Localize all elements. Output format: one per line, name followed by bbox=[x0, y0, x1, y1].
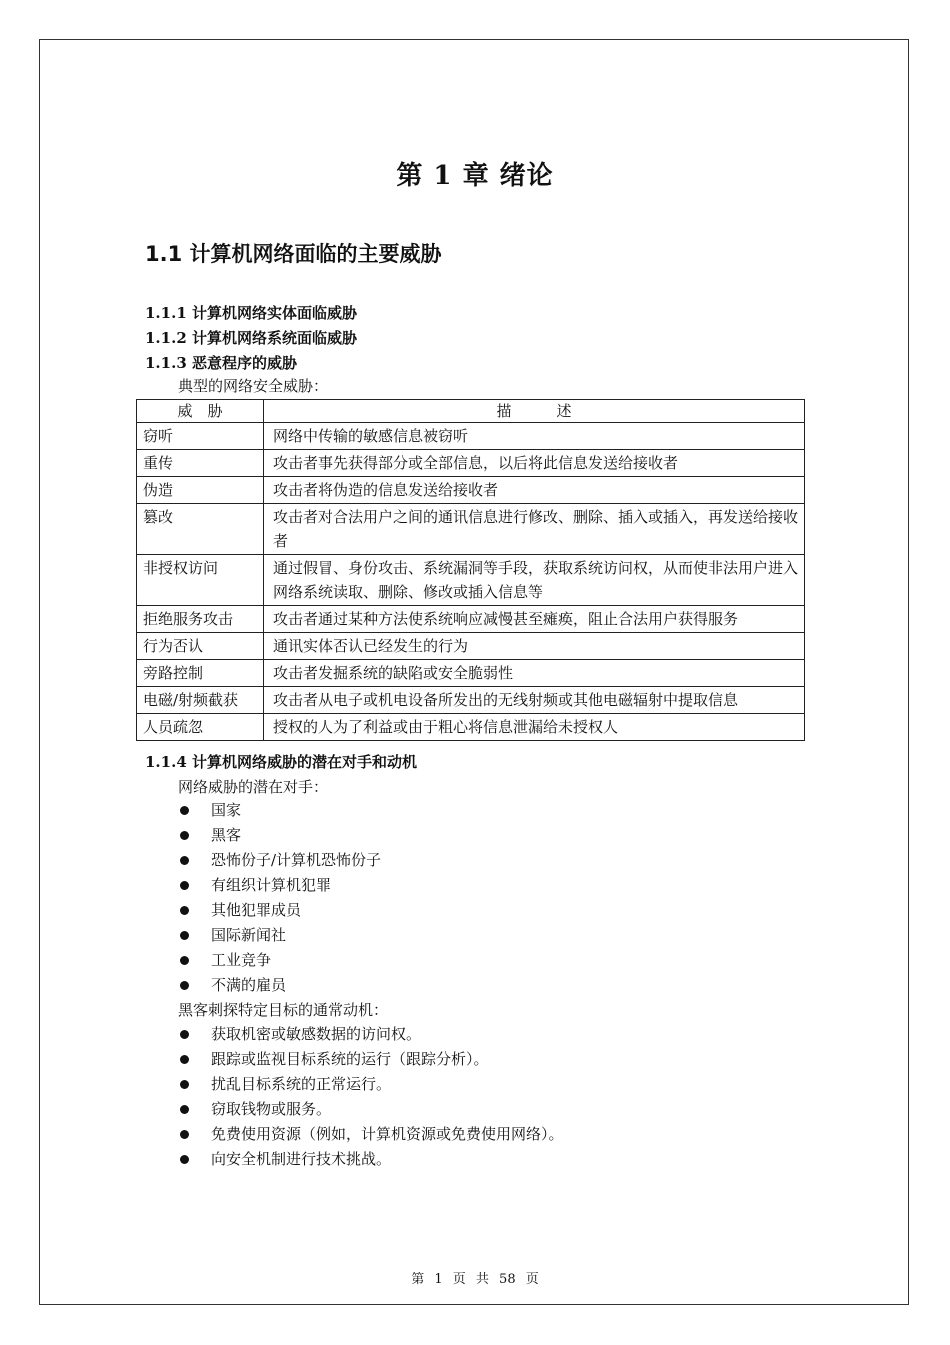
table-row bbox=[137, 714, 805, 741]
threat-name: 重传 bbox=[137, 450, 264, 477]
threat-description: 通过假冒、身份攻击、系统漏洞等手段，获取系统访问权，从而使非法用户进入网络系统读取、删除、修改或插入信息等 bbox=[264, 555, 805, 606]
list-item bbox=[178, 1097, 564, 1122]
bullet-icon bbox=[180, 881, 189, 890]
list-item bbox=[178, 1147, 564, 1172]
motives-intro: 黑客刺探特定目标的通常动机： bbox=[178, 1001, 389, 1019]
list-item-text: 免费使用资源（例如，计算机资源或免费使用网络）。 bbox=[211, 1125, 564, 1143]
list-item bbox=[178, 848, 381, 873]
subsection-1-1-2: 1.1.2 计算机网络系统面临威胁 bbox=[145, 329, 357, 347]
table-row bbox=[137, 660, 805, 687]
bullet-icon bbox=[180, 906, 189, 915]
bullet-icon bbox=[180, 956, 189, 965]
list-item bbox=[178, 1022, 564, 1047]
list-item-text: 有组织计算机犯罪 bbox=[211, 876, 332, 894]
threat-description: 攻击者事先获得部分或全部信息，以后将此信息发送给接收者 bbox=[264, 450, 805, 477]
table-row bbox=[137, 606, 805, 633]
threat-name: 窃听 bbox=[137, 423, 264, 450]
list-item-text: 扰乱目标系统的正常运行。 bbox=[211, 1075, 392, 1093]
threat-description: 网络中传输的敏感信息被窃听 bbox=[264, 423, 805, 450]
threat-description: 攻击者从电子或机电设备所发出的无线射频或其他电磁辐射中提取信息 bbox=[264, 687, 805, 714]
threat-description: 通讯实体否认已经发生的行为 bbox=[264, 633, 805, 660]
list-item-text: 跟踪或监视目标系统的运行（跟踪分析）。 bbox=[211, 1050, 489, 1068]
list-item bbox=[178, 798, 381, 823]
bullet-icon bbox=[180, 806, 189, 815]
bullet-icon bbox=[180, 981, 189, 990]
threat-description: 攻击者通过某种方法使系统响应减慢甚至瘫痪，阻止合法用户获得服务 bbox=[264, 606, 805, 633]
header-description: 描 述 bbox=[264, 400, 805, 423]
table-row bbox=[137, 477, 805, 504]
threat-name: 旁路控制 bbox=[137, 660, 264, 687]
table-intro: 典型的网络安全威胁： bbox=[178, 377, 329, 395]
bullet-icon bbox=[180, 931, 189, 940]
threat-name: 拒绝服务攻击 bbox=[137, 606, 264, 633]
header-threat: 威 胁 bbox=[137, 400, 264, 423]
threat-description: 攻击者发掘系统的缺陷或安全脆弱性 bbox=[264, 660, 805, 687]
list-item-text: 工业竞争 bbox=[211, 951, 272, 969]
subsection-1-1-3: 1.1.3 恶意程序的威胁 bbox=[145, 354, 297, 372]
list-item bbox=[178, 898, 381, 923]
list-item bbox=[178, 923, 381, 948]
page-footer: 第 1 页 共 58 页 bbox=[411, 1272, 539, 1287]
list-item-text: 获取机密或敏感数据的访问权。 bbox=[211, 1025, 422, 1043]
table-row bbox=[137, 504, 805, 555]
list-item bbox=[178, 1072, 564, 1097]
table-row bbox=[137, 633, 805, 660]
threats-table bbox=[136, 399, 805, 741]
threat-name: 行为否认 bbox=[137, 633, 264, 660]
list-item-text: 窃取钱物或服务。 bbox=[211, 1100, 332, 1118]
threat-description: 攻击者对合法用户之间的通讯信息进行修改、删除、插入或插入，再发送给接收者 bbox=[264, 504, 805, 555]
bullet-icon bbox=[180, 856, 189, 865]
table-row bbox=[137, 555, 805, 606]
list-item-text: 其他犯罪成员 bbox=[211, 901, 302, 919]
bullet-icon bbox=[180, 1130, 189, 1139]
bullet-icon bbox=[180, 831, 189, 840]
threat-name: 非授权访问 bbox=[137, 555, 264, 606]
list-item bbox=[178, 823, 381, 848]
motives-list bbox=[178, 1022, 564, 1172]
threat-name: 伪造 bbox=[137, 477, 264, 504]
list-item-text: 国际新闻社 bbox=[211, 926, 287, 944]
list-item bbox=[178, 873, 381, 898]
threat-name: 电磁/射频截获 bbox=[137, 687, 264, 714]
subsection-1-1-4: 1.1.4 计算机网络威胁的潜在对手和动机 bbox=[145, 753, 417, 771]
bullet-icon bbox=[180, 1055, 189, 1064]
chapter-title: 第 1 章 绪论 bbox=[396, 161, 554, 191]
table-row bbox=[137, 450, 805, 477]
section-title: 1.1 计算机网络面临的主要威胁 bbox=[145, 242, 442, 266]
list-item bbox=[178, 948, 381, 973]
list-item bbox=[178, 1047, 564, 1072]
threat-name: 人员疏忽 bbox=[137, 714, 264, 741]
bullet-icon bbox=[180, 1155, 189, 1164]
table-row bbox=[137, 687, 805, 714]
threat-description: 攻击者将伪造的信息发送给接收者 bbox=[264, 477, 805, 504]
adversaries-list bbox=[178, 798, 381, 998]
list-item-text: 向安全机制进行技术挑战。 bbox=[211, 1150, 392, 1168]
threat-description: 授权的人为了利益或由于粗心将信息泄漏给未授权人 bbox=[264, 714, 805, 741]
list-item-text: 恐怖份子/计算机恐怖份子 bbox=[211, 851, 382, 869]
table-row bbox=[137, 423, 805, 450]
list-item-text: 黑客 bbox=[211, 826, 242, 844]
subsection-1-1-1: 1.1.1 计算机网络实体面临威胁 bbox=[145, 304, 357, 322]
table-header-row bbox=[137, 400, 805, 423]
bullet-icon bbox=[180, 1080, 189, 1089]
bullet-icon bbox=[180, 1105, 189, 1114]
list-item-text: 国家 bbox=[211, 801, 242, 819]
threat-name: 篡改 bbox=[137, 504, 264, 555]
bullet-icon bbox=[180, 1030, 189, 1039]
list-item bbox=[178, 1122, 564, 1147]
list-item-text: 不满的雇员 bbox=[211, 976, 287, 994]
list-item bbox=[178, 973, 381, 998]
adversaries-intro: 网络威胁的潜在对手： bbox=[178, 778, 329, 796]
